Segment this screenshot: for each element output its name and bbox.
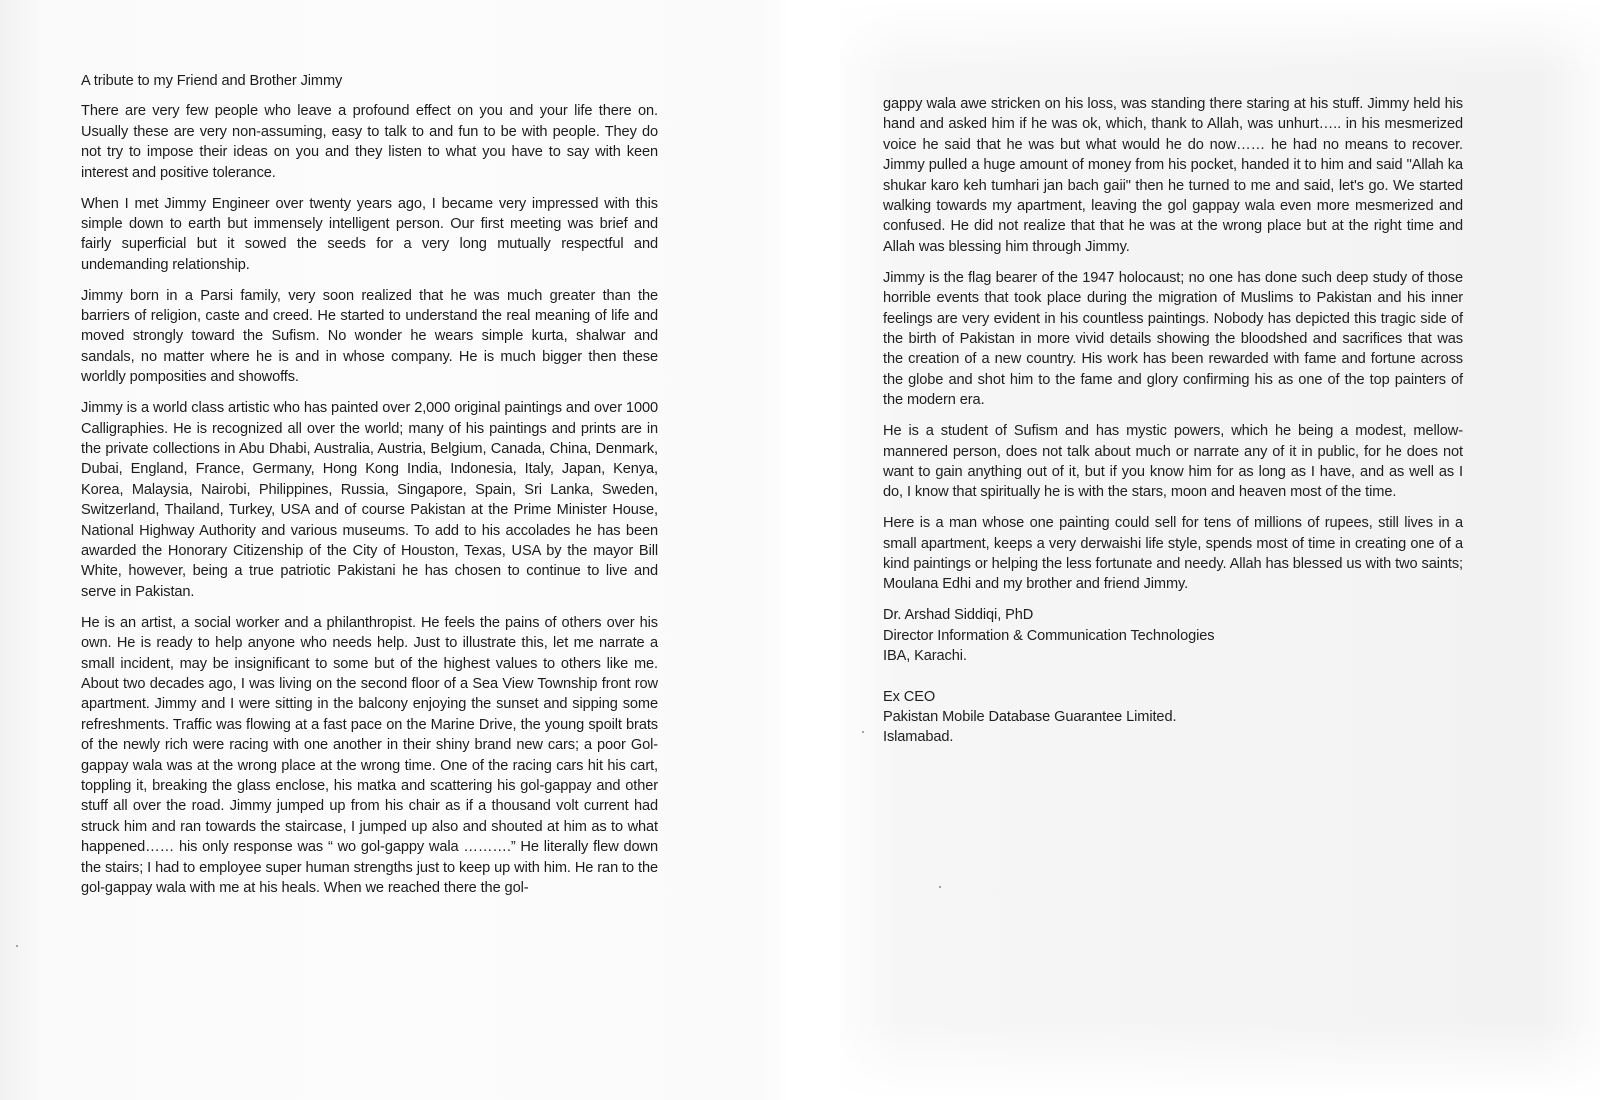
signature-name: Dr. Arshad Siddiqi, PhD (883, 607, 1034, 624)
paragraph-background: Jimmy born in a Parsi family, very soon realized that he was much greater than the barriers of religion, caste and creed. He started to understand the real meaning of life and moved strongly toward the Sufism. No wonder he wears simple kurta, shalwar and sandals, no matter where he is and in whose company. He is much bigger then these worldly pomposities and showoffs. (81, 287, 658, 386)
paragraph-holocaust: Jimmy is the flag bearer of the 1947 holocaust; no one has done such deep study of those horrible events that took place during the migration of Muslims to Pakistan and his inner feelings are very evident in his countless paintings. Nobody has depicted this tragic side of the birth of Pakistan in more vivid details showing the bloodshed and sacrifices that was the creation of a new country. His work has been rewarded with fame and fortune across the globe and shot him to the fame and glory confirming his as one of the top painters of the modern era. (883, 269, 1463, 409)
paragraph-incident-continued: gappy wala awe stricken on his loss, was standing there staring at his stuff. Jimmy held his hand and asked him if he was ok, which, thank to Allah, was unhurt….. in his mesmerized voice he said that he was but what would he do now…… he had no means to recover. Jimmy pulled a huge amount of money from his pocket, handed it to him and said "Allah ka shukar karo keh tumhari jan bach gaii" then he turned to me and said, let's go. We started walking towards my apartment, leaving the gol gappay wala even more mesmerized and confused. He did not realize that that he was at the wrong place but at the right time and Allah was blessing him through Jimmy. (883, 96, 1463, 255)
document-title: A tribute to my Friend and Brother Jimmy (81, 73, 343, 89)
right-page-text (883, 94, 1463, 748)
paragraph-first-meeting: When I met Jimmy Engineer over twenty years ago, I became very impressed with this simple down to earth but immensely intelligent person. Our first meeting was brief and fairly superficial but it sowed the seeds for a very long mutually respectful and undemanding relationship. (81, 195, 658, 273)
former-organization: Pakistan Mobile Database Guarantee Limited. (883, 708, 1177, 725)
former-role-block (883, 687, 1463, 748)
signature-position: Director Information & Communication Technologies (883, 627, 1215, 644)
former-title: Ex CEO (883, 688, 936, 705)
scan-speck (862, 731, 864, 733)
signature-organization: IBA, Karachi. (883, 648, 967, 665)
former-location: Islamabad. (883, 729, 954, 746)
signature-block (883, 605, 1463, 666)
scan-speck (16, 945, 18, 947)
paragraph-sufism: He is a student of Sufism and has mystic powers, which he being a modest, mellow-mannered person, does not talk about much or narrate any of it in public, for he does not want to gain anything out of it, but if you know him for as long as I have, and as well as I do, I know that spiritually he is with the stars, moon and heaven most of the time. (883, 423, 1463, 501)
paragraph-intro: There are very few people who leave a profound effect on you and your life there on. Usually these are very non-assuming, easy to talk to and fun to be with people. They do not try to impose their ideas on you and they listen to what you have to say with keen interest and positive tolerance. (81, 103, 658, 181)
paragraph-artist: Jimmy is a world class artistic who has painted over 2,000 original paintings and over 1000 Calligraphies. He is recognized all over the world; many of his paintings and prints are in the private collections in Abu Dhabi, Australia, Austria, Belgium, Canada, China, Denmark, Dubai, England, France, Germany, Hong Kong India, Indonesia, Italy, Japan, Kenya, Korea, Malaysia, Nairobi, Philippines, Russia, Singapore, Spain, Sri Lanka, Sweden, Switzerland, Thailand, Turkey, USA and of course Pakistan at the Prime Minister House, National Highway Authority and various museums. To add to his accolades he has been awarded the Honorary Citizenship of the City of Houston, Texas, USA by the mayor Bill White, however, being a true patriotic Pakistani he has chosen to continue to live and serve in Pakistan. (81, 400, 658, 600)
paragraph-humility: Here is a man whose one painting could sell for tens of millions of rupees, still lives in a small apartment, keeps a very derwaishi life style, spends most of time in creating one of a kind paintings or helping the less fortunate and needy. Allah has blessed us with two saints; Moulana Edhi and my brother and friend Jimmy. (883, 515, 1463, 593)
scan-speck (939, 886, 941, 888)
paragraph-incident: He is an artist, a social worker and a philanthropist. He feels the pains of others over his own. He is ready to help anyone who needs help. Just to illustrate this, let me narrate a small incident, may be insignificant to some but of the highest values to others like me. About two decades ago, I was living on the second floor of a Sea View Township front row apartment. Jimmy and I were sitting in the balcony enjoying the sunset and sipping some refreshments. Traffic was flowing at a fast pace on the Marine Drive, the young spoilt brats of the newly rich were racing with one another in their shiny brand new cars; a poor Gol-gappay wala was at the wrong place at the wrong time. One of the racing cars hit his cart, toppling it, breaking the glass enclose, his matka and scattering his gol-gappay and other stuff all over the road. Jimmy jumped up from his chair as if a thousand volt current had struck him and ran towards the staircase, I jumped up also and shouted at him as to what happened…… his only response was “ wo gol-gappy wala ……….” He literally flew down the stairs; I had to employee super human strengths just to keep up with him. He ran to the gol-gappay wala with me at his heals. When we reached there the gol- (81, 614, 658, 897)
left-page-text (81, 71, 658, 909)
